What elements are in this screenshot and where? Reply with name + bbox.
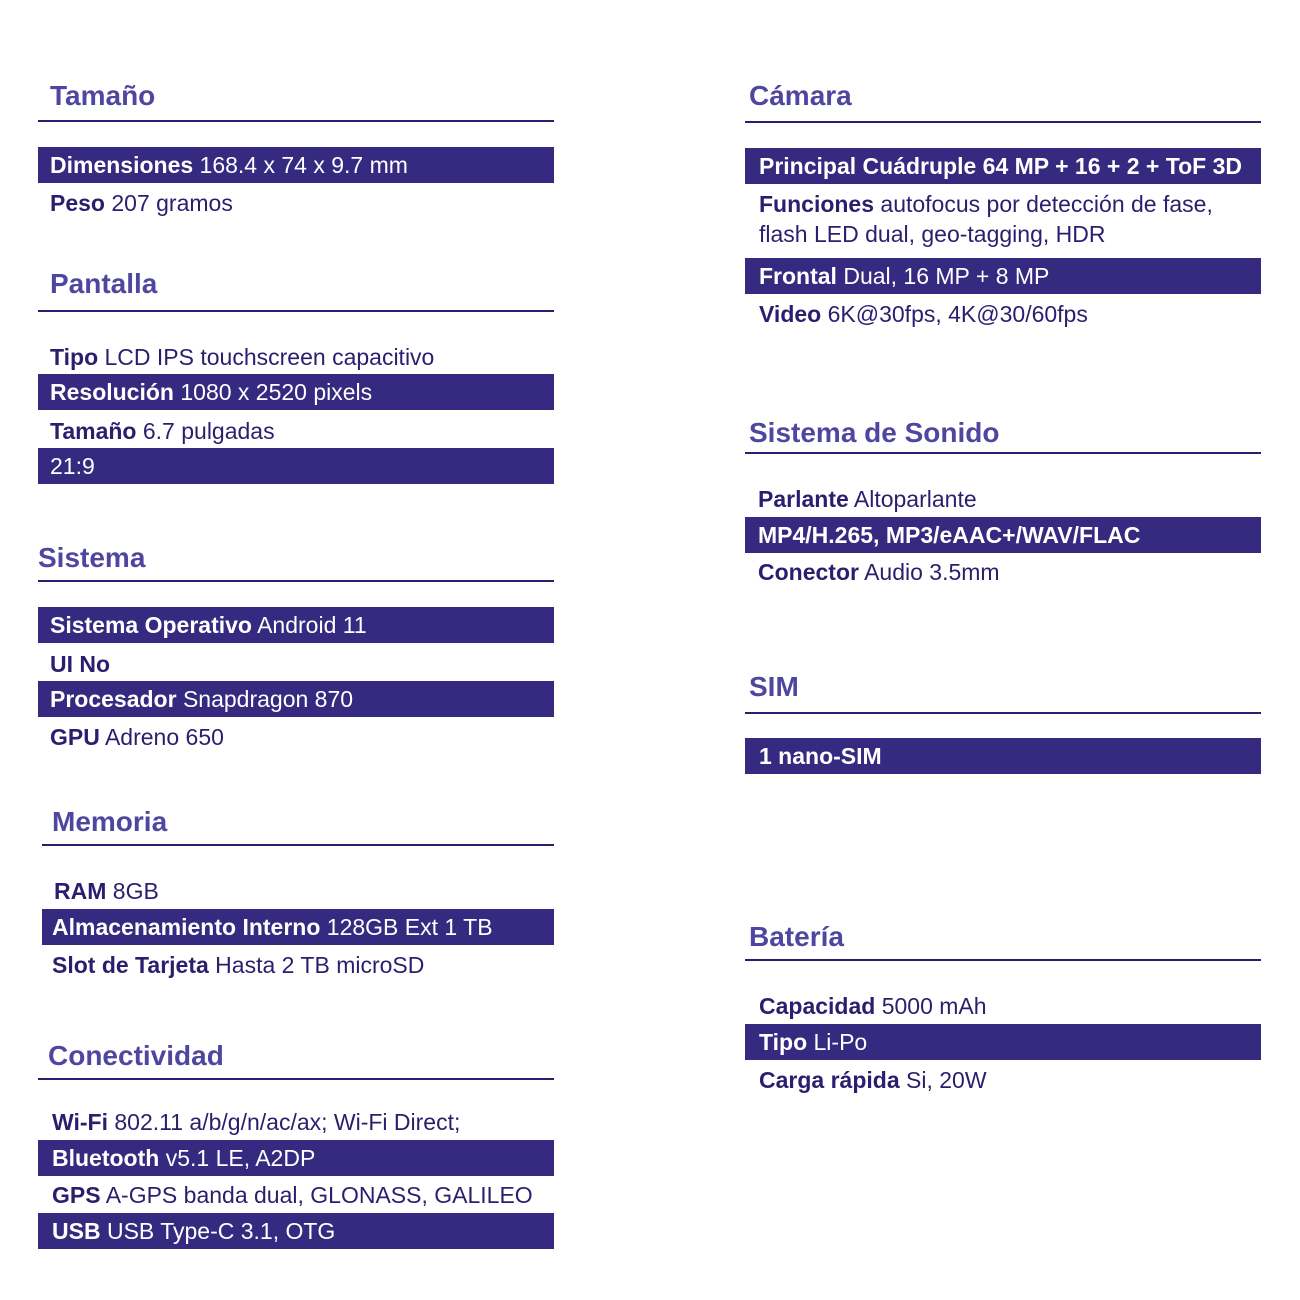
- section-title: Memoria: [52, 806, 168, 837]
- spec-row-peso: [38, 187, 554, 219]
- section-sim: [745, 671, 1261, 781]
- section-pantalla: [38, 268, 554, 488]
- spec-row-sistema-operativo: [38, 607, 554, 643]
- section-tamano: [38, 80, 554, 220]
- section-title: Pantalla: [50, 268, 158, 299]
- spec-label: Frontal: [759, 263, 837, 289]
- divider: [745, 452, 1261, 454]
- spec-value: 21:9: [50, 453, 95, 479]
- spec-label: UI: [50, 651, 73, 677]
- spec-row-almacenamiento: [42, 909, 554, 945]
- spec-row-parlante: [745, 483, 1261, 515]
- spec-value: 8GB: [106, 878, 159, 904]
- spec-value: 128GB Ext 1 TB: [320, 914, 493, 940]
- divider: [745, 959, 1261, 961]
- divider: [38, 120, 554, 122]
- spec-row-gpu: [38, 721, 554, 753]
- section-conectividad: [38, 1040, 554, 1252]
- spec-label: Almacenamiento Interno: [52, 914, 321, 940]
- spec-value: 207 gramos: [104, 190, 233, 216]
- spec-label: GPS: [52, 1182, 101, 1208]
- spec-value: Si, 20W: [899, 1067, 987, 1093]
- spec-value: Hasta 2 TB microSD: [208, 952, 425, 978]
- spec-value: Li-Po: [807, 1029, 868, 1055]
- spec-value: 6.7 pulgadas: [136, 418, 275, 444]
- spec-row-resolucion: [38, 374, 554, 410]
- divider: [38, 310, 554, 312]
- spec-value: 6K@30fps, 4K@30/60fps: [821, 301, 1088, 327]
- divider: [745, 712, 1261, 714]
- divider: [38, 1078, 554, 1080]
- spec-label: Carga rápida: [759, 1067, 900, 1093]
- section-title: Sistema de Sonido: [749, 417, 1000, 448]
- spec-row-video: [745, 298, 1261, 330]
- spec-row-capacidad: [745, 990, 1261, 1022]
- divider: [42, 844, 554, 846]
- section-title: Tamaño: [50, 80, 156, 111]
- spec-value: USB Type-C 3.1, OTG: [100, 1218, 336, 1244]
- spec-value: A-GPS banda dual, GLONASS, GALILEO: [100, 1182, 533, 1208]
- spec-row-gps: [38, 1179, 554, 1211]
- section-camara: [745, 80, 1261, 340]
- spec-label: Wi-Fi: [52, 1109, 108, 1135]
- section-title: Conectividad: [48, 1040, 224, 1071]
- spec-value: 1080 x 2520 pixels: [173, 379, 373, 405]
- spec-label: Parlante: [758, 486, 849, 512]
- spec-row-dimensiones: [38, 147, 554, 183]
- section-memoria: [42, 806, 554, 986]
- spec-value: autofocus por detección de fase, flash LED dual, geo-tagging, HDR: [759, 191, 1213, 247]
- spec-label: Sistema Operativo: [50, 612, 252, 638]
- section-title: SIM: [749, 671, 799, 702]
- spec-label: Tipo: [759, 1029, 808, 1055]
- spec-row-tipo-bateria: [745, 1024, 1261, 1060]
- spec-row-funciones: [745, 189, 1261, 249]
- section-sistema: [38, 542, 554, 762]
- spec-label: Capacidad: [759, 993, 876, 1019]
- spec-value: Cuádruple 64 MP + 16 + 2 + ToF 3D: [856, 153, 1242, 179]
- spec-value: No: [73, 651, 111, 677]
- spec-label: Slot de Tarjeta: [52, 952, 209, 978]
- spec-row-wifi: [38, 1106, 554, 1138]
- spec-label: Procesador: [50, 686, 177, 712]
- spec-label: GPU: [50, 724, 100, 750]
- spec-value: 5000 mAh: [875, 993, 987, 1019]
- spec-value: 802.11 a/b/g/n/ac/ax; Wi-Fi Direct;: [108, 1109, 461, 1135]
- spec-row-ui: [38, 648, 554, 680]
- spec-label: MP4/H.265, MP3/eAAC+/WAV/FLAC: [758, 522, 1141, 548]
- spec-value: Audio 3.5mm: [858, 559, 1000, 585]
- section-bateria: [745, 921, 1261, 1101]
- spec-value: Snapdragon 870: [176, 686, 354, 712]
- section-title: Sistema: [38, 542, 146, 573]
- spec-value: Android 11: [251, 612, 367, 638]
- spec-row-usb: [38, 1213, 554, 1249]
- spec-row-procesador: [38, 681, 554, 717]
- spec-label: Video: [759, 301, 822, 327]
- spec-label: Peso: [50, 190, 105, 216]
- spec-label: RAM: [54, 878, 107, 904]
- spec-label: 1 nano-SIM: [759, 743, 882, 769]
- spec-value: v5.1 LE, A2DP: [159, 1145, 316, 1171]
- divider: [38, 580, 554, 582]
- spec-label: Funciones: [759, 191, 875, 217]
- spec-label: USB: [52, 1218, 101, 1244]
- section-title: Cámara: [749, 80, 852, 111]
- spec-row-conector: [745, 556, 1261, 588]
- spec-row-ram: [42, 875, 554, 907]
- section-title: Batería: [749, 921, 844, 952]
- spec-value: 168.4 x 74 x 9.7 mm: [193, 152, 408, 178]
- spec-row-tipo: [38, 341, 554, 373]
- spec-value: Altoparlante: [848, 486, 977, 512]
- spec-row-principal: [745, 148, 1261, 184]
- spec-row-sim: [745, 738, 1261, 774]
- spec-row-bluetooth: [38, 1140, 554, 1176]
- spec-row-formatos: [745, 517, 1261, 553]
- spec-row-frontal: [745, 258, 1261, 294]
- spec-label: Bluetooth: [52, 1145, 160, 1171]
- divider: [745, 121, 1261, 123]
- spec-label: Resolución: [50, 379, 174, 405]
- spec-value: Adreno 650: [99, 724, 224, 750]
- spec-label: Conector: [758, 559, 859, 585]
- spec-value: Dual, 16 MP + 8 MP: [836, 263, 1050, 289]
- section-sonido: [745, 417, 1261, 597]
- spec-row-carga-rapida: [745, 1064, 1261, 1096]
- spec-row-slot-tarjeta: [42, 949, 554, 981]
- spec-label: Tipo: [50, 344, 99, 370]
- spec-row-aspecto: [38, 448, 554, 484]
- spec-label: Principal: [759, 153, 857, 179]
- spec-value: LCD IPS touchscreen capacitivo: [98, 344, 435, 370]
- spec-label: Dimensiones: [50, 152, 194, 178]
- spec-row-tamano-pantalla: [38, 415, 554, 447]
- spec-label: Tamaño: [50, 418, 137, 444]
